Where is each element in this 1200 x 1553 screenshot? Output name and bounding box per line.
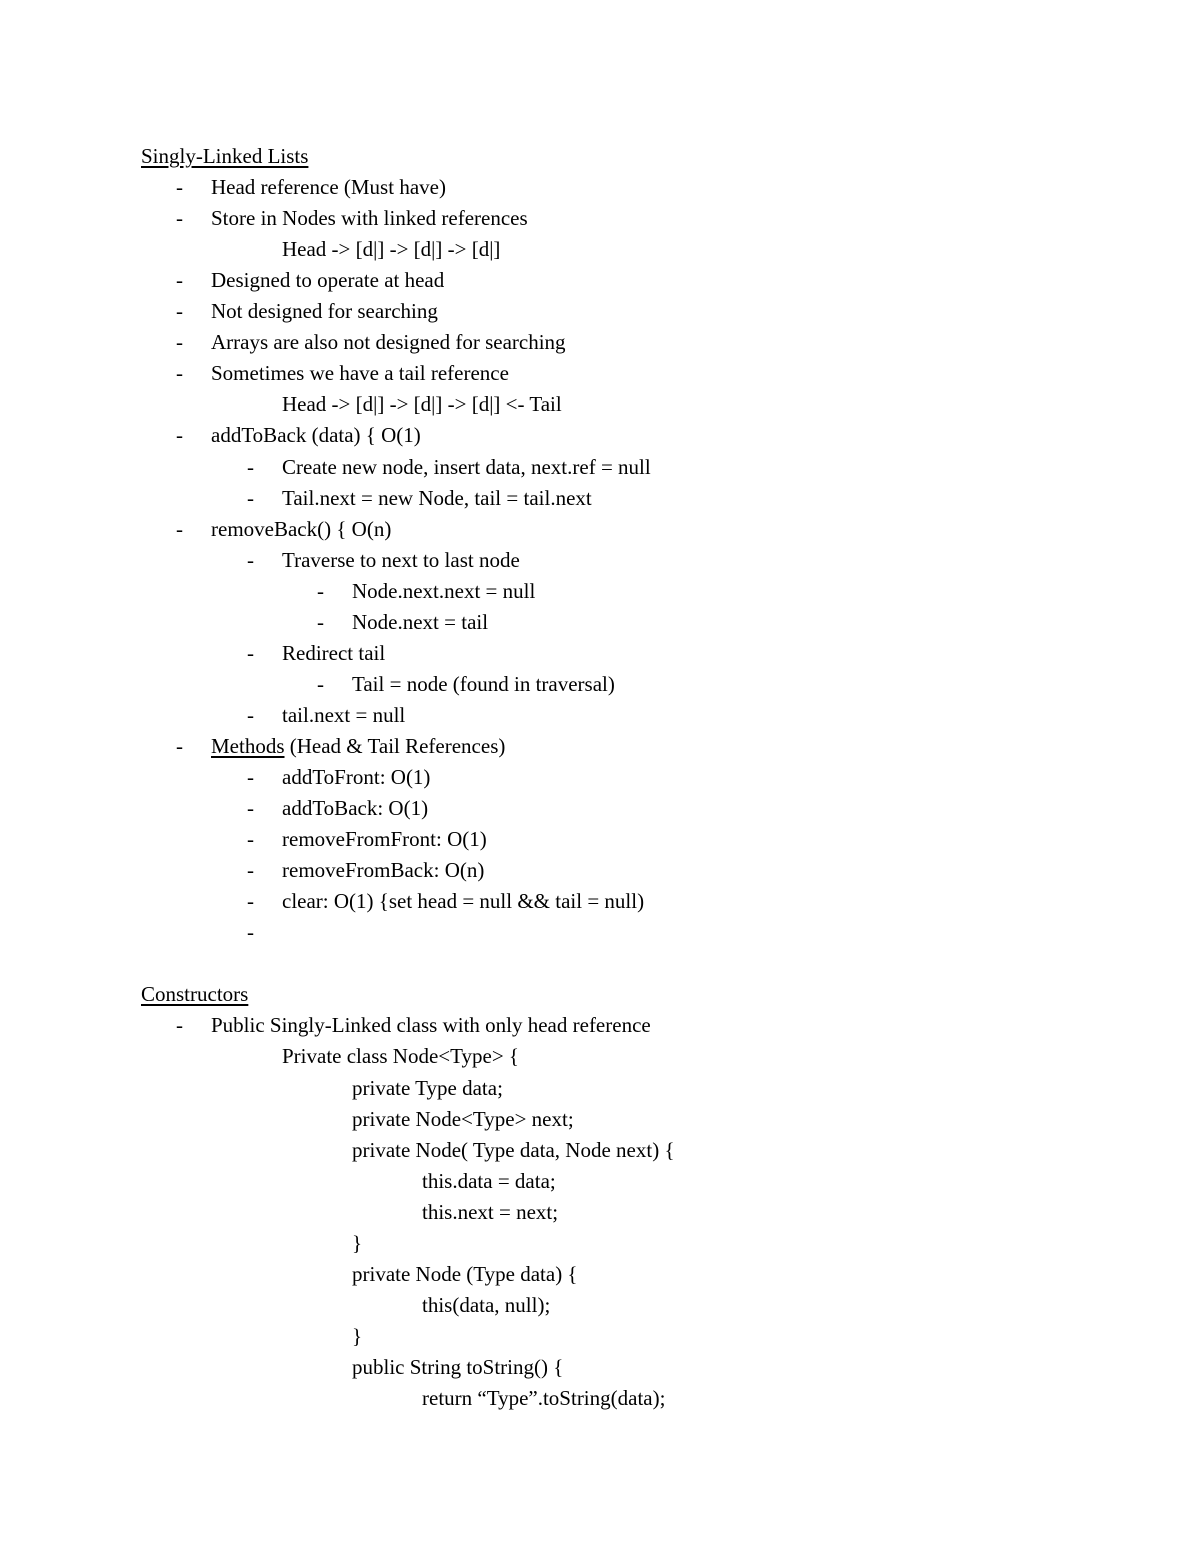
- bullet-dash: -: [176, 268, 183, 293]
- bullet-dash: -: [247, 485, 254, 510]
- note-line: this(data, null);: [422, 1292, 551, 1317]
- bullet-dash: -: [317, 609, 324, 634]
- note-line: Head reference (Must have): [211, 175, 446, 200]
- note-line: this.next = next;: [422, 1199, 559, 1224]
- note-line: removeBack() { O(n): [211, 516, 392, 541]
- bullet-dash: -: [176, 330, 183, 355]
- note-line: addToFront: O(1): [282, 765, 431, 789]
- bullet-dash: -: [247, 702, 254, 727]
- note-line: Designed to operate at head: [211, 268, 445, 293]
- bullet-dash: -: [176, 361, 183, 386]
- note-line: Public Singly-Linked class with only head reference: [211, 1013, 651, 1038]
- note-line: addToBack (data) { O(1): [211, 423, 421, 448]
- note-line: this.data = data;: [422, 1168, 556, 1193]
- note-line: Head -> [d|] -> [d|] -> [d|] <- Tail: [282, 392, 562, 417]
- underlined-text: Singly-Linked Lists: [141, 144, 309, 168]
- bullet-dash: -: [247, 765, 254, 789]
- note-line: public String toString() {: [352, 1354, 564, 1379]
- bullet-dash: -: [176, 423, 183, 448]
- bullet-dash: -: [247, 827, 254, 852]
- note-line: removeFromFront: O(1): [282, 827, 487, 852]
- bullet-dash: -: [247, 640, 254, 665]
- note-line: Traverse to next to last node: [282, 547, 520, 572]
- note-line: Arrays are also not designed for searching: [211, 330, 566, 355]
- note-line: clear: O(1) {set head = null && tail = null): [282, 889, 645, 914]
- note-line: Create new node, insert data, next.ref = null: [282, 454, 651, 479]
- bullet-dash: -: [247, 796, 254, 821]
- note-line: removeFromBack: O(n): [282, 858, 485, 883]
- section-heading: [141, 979, 248, 1010]
- bullet-dash: -: [176, 175, 183, 200]
- bullet-dash: -: [176, 1013, 183, 1038]
- note-line: addToBack: O(1): [282, 796, 429, 821]
- note-line: Redirect tail: [282, 640, 386, 665]
- underlined-text: Methods: [211, 733, 285, 758]
- note-line: Head -> [d|] -> [d|] -> [d|]: [282, 237, 501, 262]
- bullet-dash: -: [176, 206, 183, 231]
- note-line: return “Type”.toString(data);: [422, 1386, 666, 1410]
- bullet-dash: -: [176, 516, 183, 541]
- note-line: private Type data;: [352, 1075, 503, 1100]
- note-line: Node.next.next = null: [352, 578, 536, 603]
- note-line: Node.next = tail: [352, 609, 489, 634]
- bullet-dash: -: [317, 578, 324, 603]
- note-line: Tail.next = new Node, tail = tail.next: [282, 485, 592, 510]
- bullet-dash: -: [247, 454, 254, 479]
- bullet-dash: -: [247, 920, 254, 945]
- note-line: Not designed for searching: [211, 299, 438, 324]
- bullet-dash: -: [176, 299, 183, 324]
- line-suffix: (Head & Tail References): [284, 733, 506, 758]
- bullet-dash: -: [247, 547, 254, 572]
- bullet-dash: -: [176, 733, 183, 758]
- note-line: [211, 731, 505, 762]
- note-line: }: [352, 1323, 363, 1348]
- note-line: Tail = node (found in traversal): [352, 671, 615, 696]
- bullet-dash: -: [247, 858, 254, 883]
- note-line: Private class Node<Type> {: [282, 1044, 519, 1069]
- section-heading: [141, 141, 308, 172]
- note-line: private Node<Type> next;: [352, 1106, 574, 1131]
- bullet-dash: -: [247, 889, 254, 914]
- bullet-dash: -: [317, 671, 324, 696]
- note-line: Store in Nodes with linked references: [211, 206, 528, 231]
- underlined-text: Constructors: [141, 982, 249, 1007]
- note-line: }: [352, 1230, 363, 1255]
- note-line: tail.next = null: [282, 702, 406, 727]
- note-line: private Node( Type data, Node next) {: [352, 1137, 675, 1162]
- note-line: private Node (Type data) {: [352, 1261, 578, 1286]
- note-line: Sometimes we have a tail reference: [211, 361, 509, 386]
